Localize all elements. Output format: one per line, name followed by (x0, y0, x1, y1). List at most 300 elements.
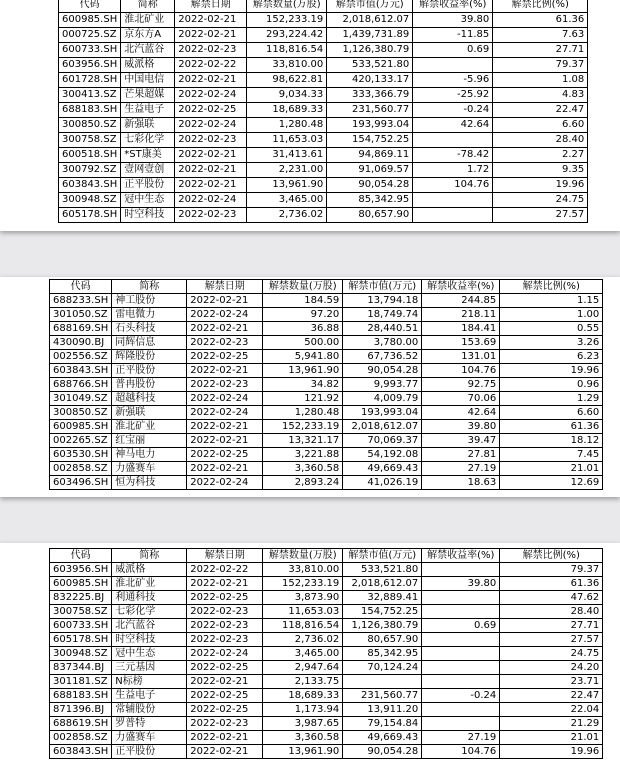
cell-unlock-shares: 293,224.42 (247, 28, 327, 43)
header-row (59, 0, 588, 13)
cell-date: 2022-02-25 (187, 448, 263, 462)
cell-unlock-value: 154,752.25 (343, 605, 422, 619)
cell-unlock-ratio: 0.55 (500, 322, 603, 336)
cell-date: 2022-02-21 (187, 745, 263, 759)
table-row (50, 448, 603, 462)
cell-code: 301181.SZ (50, 675, 112, 689)
cell-date: 2022-02-21 (187, 364, 263, 378)
cell-code: 688183.SH (59, 103, 121, 118)
cell-name: 冠中生态 (112, 647, 187, 661)
header-row (50, 280, 603, 294)
cell-code: 600985.SH (50, 577, 112, 591)
cell-name: 新强联 (121, 118, 175, 133)
table-row (50, 336, 603, 350)
cell-unlock-shares: 36.88 (263, 322, 343, 336)
cell-unlock-shares: 3,360.58 (263, 462, 343, 476)
cell-name: 七彩化学 (121, 133, 175, 148)
cell-unlock-ratio: 19.96 (500, 364, 603, 378)
cell-name: 神工股份 (112, 294, 187, 308)
header-name: 简称 (112, 280, 187, 294)
cell-unlock-return (422, 717, 500, 731)
table-row (50, 378, 603, 392)
cell-unlock-return: 39.80 (422, 420, 500, 434)
cell-date: 2022-02-21 (175, 148, 247, 163)
cell-unlock-ratio: 79.37 (493, 58, 588, 73)
cell-date: 2022-02-23 (187, 336, 263, 350)
table-row (50, 308, 603, 322)
table-row (50, 420, 603, 434)
cell-unlock-return (413, 193, 493, 208)
cell-unlock-ratio: 18.12 (500, 434, 603, 448)
cell-unlock-shares: 11,653.03 (263, 605, 343, 619)
cell-unlock-value: 1,126,380.79 (343, 619, 422, 633)
table-row (50, 647, 603, 661)
table-row (50, 619, 603, 633)
cell-name: 淮北矿业 (112, 577, 187, 591)
cell-code: 688183.SH (50, 689, 112, 703)
cell-unlock-return: 0.69 (422, 619, 500, 633)
cell-unlock-shares: 2,231.00 (247, 163, 327, 178)
cell-unlock-return (422, 563, 500, 577)
cell-unlock-value: 49,669.43 (343, 731, 422, 745)
cell-code: 300792.SZ (59, 163, 121, 178)
cell-unlock-ratio: 1.29 (500, 392, 603, 406)
cell-unlock-value: 67,736.52 (343, 350, 422, 364)
cell-unlock-return (422, 605, 500, 619)
cell-unlock-shares: 2,736.02 (247, 208, 327, 223)
cell-unlock-ratio: 28.40 (493, 133, 588, 148)
cell-code: 300850.SZ (50, 406, 112, 420)
cell-date: 2022-02-21 (175, 13, 247, 28)
unlock-table-2 (49, 279, 603, 490)
cell-unlock-ratio: 7.63 (493, 28, 588, 43)
cell-unlock-return: 39.47 (422, 434, 500, 448)
cell-unlock-ratio: 61.36 (500, 420, 603, 434)
cell-name: 威派格 (121, 58, 175, 73)
cell-unlock-return: 244.85 (422, 294, 500, 308)
cell-unlock-ratio: 47.62 (500, 591, 603, 605)
table-row (59, 148, 588, 163)
table-row (59, 193, 588, 208)
cell-unlock-ratio: 79.37 (500, 563, 603, 577)
cell-code: 002858.SZ (50, 731, 112, 745)
cell-name: *ST康美 (121, 148, 175, 163)
header-unlock-ratio: 解禁比例(%) (493, 0, 588, 13)
cell-unlock-shares: 118,816.54 (263, 619, 343, 633)
cell-unlock-ratio: 3.26 (500, 336, 603, 350)
cell-unlock-value: 41,026.19 (343, 476, 422, 490)
cell-unlock-value: 49,669.43 (343, 462, 422, 476)
cell-unlock-shares: 3,221.88 (263, 448, 343, 462)
cell-unlock-shares: 3,987.65 (263, 717, 343, 731)
cell-unlock-ratio: 61.36 (500, 577, 603, 591)
cell-unlock-value: 1,126,380.79 (327, 43, 413, 58)
cell-unlock-value: 91,069.57 (327, 163, 413, 178)
cell-unlock-value: 2,018,612.07 (327, 13, 413, 28)
cell-name: 正平股份 (112, 364, 187, 378)
table-row (50, 577, 603, 591)
cell-name: N标榜 (112, 675, 187, 689)
cell-code: 601728.SH (59, 73, 121, 88)
cell-unlock-return: -78.42 (413, 148, 493, 163)
cell-unlock-shares: 98,622.81 (247, 73, 327, 88)
cell-unlock-shares: 1,280.48 (263, 406, 343, 420)
cell-unlock-return (422, 703, 500, 717)
cell-date: 2022-02-25 (175, 103, 247, 118)
cell-unlock-return: 104.76 (413, 178, 493, 193)
cell-unlock-shares: 13,961.90 (263, 745, 343, 759)
cell-unlock-return (413, 208, 493, 223)
cell-code: 605178.SH (50, 633, 112, 647)
cell-unlock-ratio: 21.01 (500, 462, 603, 476)
cell-name: 冠中生态 (121, 193, 175, 208)
cell-date: 2022-02-21 (175, 163, 247, 178)
cell-code: 301049.SZ (50, 392, 112, 406)
cell-name: 雷电微力 (112, 308, 187, 322)
table-row (50, 294, 603, 308)
cell-unlock-shares: 18,689.33 (263, 689, 343, 703)
table-row (59, 208, 588, 223)
cell-date: 2022-02-24 (187, 406, 263, 420)
cell-unlock-shares: 3,873.90 (263, 591, 343, 605)
table-row (50, 745, 603, 759)
cell-name: 超越科技 (112, 392, 187, 406)
cell-unlock-value: 90,054.28 (327, 178, 413, 193)
cell-unlock-value: 80,657.90 (327, 208, 413, 223)
cell-unlock-value: 3,780.00 (343, 336, 422, 350)
cell-code: 300948.SZ (50, 647, 112, 661)
table-row (50, 633, 603, 647)
table-panel-2 (0, 277, 620, 497)
cell-name: 同辉信息 (112, 336, 187, 350)
cell-date: 2022-02-23 (187, 619, 263, 633)
header-date: 解禁日期 (187, 280, 263, 294)
cell-unlock-return: 184.41 (422, 322, 500, 336)
cell-date: 2022-02-22 (175, 58, 247, 73)
cell-date: 2022-02-24 (175, 88, 247, 103)
cell-unlock-value: 94,869.11 (327, 148, 413, 163)
cell-unlock-shares: 9,034.33 (247, 88, 327, 103)
cell-unlock-shares: 121.92 (263, 392, 343, 406)
cell-name: 淮北矿业 (112, 420, 187, 434)
cell-date: 2022-02-23 (187, 605, 263, 619)
cell-code: 002265.SZ (50, 434, 112, 448)
header-unlock-value: 解禁市值(万元) (343, 280, 422, 294)
cell-unlock-value: 2,018,612.07 (343, 420, 422, 434)
cell-code: 603843.SH (50, 364, 112, 378)
cell-unlock-ratio: 24.75 (500, 647, 603, 661)
cell-name: 七彩化学 (112, 605, 187, 619)
cell-date: 2022-02-24 (187, 392, 263, 406)
cell-unlock-value: 13,794.18 (343, 294, 422, 308)
cell-unlock-ratio: 27.57 (493, 208, 588, 223)
cell-unlock-return: 1.72 (413, 163, 493, 178)
cell-date: 2022-02-21 (175, 73, 247, 88)
cell-code: 600733.SH (50, 619, 112, 633)
cell-code: 688766.SH (50, 378, 112, 392)
cell-unlock-shares: 13,961.90 (263, 364, 343, 378)
cell-date: 2022-02-24 (187, 647, 263, 661)
cell-unlock-value: 533,521.80 (343, 563, 422, 577)
cell-unlock-shares: 33,810.00 (263, 563, 343, 577)
cell-name: 芒果超媒 (121, 88, 175, 103)
header-unlock-value: 解禁市值(万元) (327, 0, 413, 13)
cell-date: 2022-02-25 (187, 689, 263, 703)
cell-code: 600733.SH (59, 43, 121, 58)
cell-date: 2022-02-21 (187, 577, 263, 591)
table-panel-1 (0, 0, 620, 231)
cell-code: 603956.SH (50, 563, 112, 577)
cell-unlock-ratio: 19.96 (493, 178, 588, 193)
cell-unlock-ratio: 24.75 (493, 193, 588, 208)
table-row (59, 13, 588, 28)
cell-date: 2022-02-21 (175, 178, 247, 193)
cell-unlock-value: 193,993.04 (327, 118, 413, 133)
cell-unlock-return: -11.85 (413, 28, 493, 43)
cell-unlock-shares: 152,233.19 (263, 420, 343, 434)
cell-name: 时空科技 (121, 208, 175, 223)
table-row (50, 717, 603, 731)
cell-name: 普冉股份 (112, 378, 187, 392)
cell-code: 600518.SH (59, 148, 121, 163)
cell-unlock-value: 231,560.77 (343, 689, 422, 703)
cell-name: 北汽蓝谷 (112, 619, 187, 633)
cell-date: 2022-02-25 (187, 350, 263, 364)
cell-unlock-ratio: 22.47 (493, 103, 588, 118)
cell-name: 中国电信 (121, 73, 175, 88)
table-row (50, 462, 603, 476)
cell-date: 2022-02-24 (175, 118, 247, 133)
header-date: 解禁日期 (175, 0, 247, 13)
header-unlock-return: 解禁收益率(%) (422, 280, 500, 294)
cell-code: 002556.SZ (50, 350, 112, 364)
cell-code: 688233.SH (50, 294, 112, 308)
cell-unlock-return (422, 633, 500, 647)
cell-date: 2022-02-24 (187, 476, 263, 490)
cell-name: 京东方A (121, 28, 175, 43)
cell-name: 恒为科技 (112, 476, 187, 490)
cell-unlock-return: -0.24 (422, 689, 500, 703)
cell-unlock-shares: 3,465.00 (263, 647, 343, 661)
table-row (59, 133, 588, 148)
cell-date: 2022-02-25 (187, 661, 263, 675)
cell-name: 力盛赛车 (112, 731, 187, 745)
cell-date: 2022-02-25 (187, 703, 263, 717)
cell-unlock-value: 54,192.08 (343, 448, 422, 462)
cell-unlock-ratio: 4.83 (493, 88, 588, 103)
cell-name: 生益电子 (121, 103, 175, 118)
table-row (50, 406, 603, 420)
header-unlock-return: 解禁收益率(%) (413, 0, 493, 13)
cell-date: 2022-02-21 (187, 731, 263, 745)
cell-unlock-value (343, 675, 422, 689)
cell-unlock-ratio: 23.71 (500, 675, 603, 689)
cell-code: 603496.SH (50, 476, 112, 490)
cell-unlock-value: 1,439,731.89 (327, 28, 413, 43)
cell-unlock-ratio: 6.60 (493, 118, 588, 133)
cell-unlock-ratio: 22.04 (500, 703, 603, 717)
cell-name: 生益电子 (112, 689, 187, 703)
cell-unlock-value: 18,749.74 (343, 308, 422, 322)
cell-unlock-shares: 97.20 (263, 308, 343, 322)
cell-unlock-shares: 2,133.75 (263, 675, 343, 689)
cell-unlock-value: 333,366.79 (327, 88, 413, 103)
cell-unlock-return (422, 591, 500, 605)
cell-unlock-return: -25.92 (413, 88, 493, 103)
cell-name: 壹网壹创 (121, 163, 175, 178)
table-row (50, 731, 603, 745)
cell-date: 2022-02-22 (187, 563, 263, 577)
cell-unlock-shares: 2,947.64 (263, 661, 343, 675)
cell-code: 300948.SZ (59, 193, 121, 208)
cell-unlock-ratio: 1.08 (493, 73, 588, 88)
table-row (50, 322, 603, 336)
cell-unlock-value: 154,752.25 (327, 133, 413, 148)
cell-code: 300758.SZ (59, 133, 121, 148)
cell-code: 837344.BJ (50, 661, 112, 675)
cell-unlock-return: 39.80 (413, 13, 493, 28)
cell-unlock-value: 90,054.28 (343, 364, 422, 378)
cell-unlock-value: 32,889.41 (343, 591, 422, 605)
cell-unlock-value: 420,133.17 (327, 73, 413, 88)
header-code: 代码 (50, 549, 112, 563)
cell-unlock-return: 42.64 (413, 118, 493, 133)
header-unlock-ratio: 解禁比例(%) (500, 549, 603, 563)
cell-unlock-ratio: 24.20 (500, 661, 603, 675)
cell-date: 2022-02-24 (187, 308, 263, 322)
header-code: 代码 (59, 0, 121, 13)
cell-date: 2022-02-21 (187, 294, 263, 308)
cell-code: 832225.BJ (50, 591, 112, 605)
table-row (50, 350, 603, 364)
header-name: 简称 (121, 0, 175, 13)
cell-date: 2022-02-21 (187, 434, 263, 448)
cell-unlock-return: 27.19 (422, 731, 500, 745)
cell-unlock-ratio: 27.71 (500, 619, 603, 633)
header-unlock-shares: 解禁数量(万股) (263, 280, 343, 294)
cell-unlock-ratio: 0.96 (500, 378, 603, 392)
cell-code: 603956.SH (59, 58, 121, 73)
cell-unlock-value: 70,069.37 (343, 434, 422, 448)
cell-unlock-ratio: 27.57 (500, 633, 603, 647)
cell-unlock-ratio: 1.15 (500, 294, 603, 308)
cell-unlock-ratio: 2.27 (493, 148, 588, 163)
cell-unlock-shares: 2,736.02 (263, 633, 343, 647)
header-row (50, 549, 603, 563)
cell-date: 2022-02-21 (187, 420, 263, 434)
cell-code: 871396.BJ (50, 703, 112, 717)
cell-unlock-return (422, 647, 500, 661)
cell-name: 正平股份 (121, 178, 175, 193)
cell-unlock-value: 79,154.84 (343, 717, 422, 731)
cell-unlock-value: 4,009.79 (343, 392, 422, 406)
cell-unlock-value: 193,993.04 (343, 406, 422, 420)
header-unlock-shares: 解禁数量(万股) (247, 0, 327, 13)
cell-unlock-return: -0.24 (413, 103, 493, 118)
header-unlock-value: 解禁市值(万元) (343, 549, 422, 563)
cell-date: 2022-02-23 (175, 208, 247, 223)
cell-unlock-value: 28,440.51 (343, 322, 422, 336)
cell-unlock-return: 39.80 (422, 577, 500, 591)
cell-code: 300758.SZ (50, 605, 112, 619)
cell-date: 2022-02-23 (175, 43, 247, 58)
cell-code: 000725.SZ (59, 28, 121, 43)
cell-unlock-return (422, 675, 500, 689)
cell-unlock-shares: 33,810.00 (247, 58, 327, 73)
table-row (50, 703, 603, 717)
cell-unlock-ratio: 27.71 (493, 43, 588, 58)
cell-unlock-return: 18.63 (422, 476, 500, 490)
header-unlock-shares: 解禁数量(万股) (263, 549, 343, 563)
cell-name: 力盛赛车 (112, 462, 187, 476)
cell-code: 430090.BJ (50, 336, 112, 350)
cell-unlock-shares: 1,280.48 (247, 118, 327, 133)
table-row (50, 675, 603, 689)
cell-unlock-return (413, 58, 493, 73)
table-row (50, 689, 603, 703)
cell-date: 2022-02-23 (187, 378, 263, 392)
table-row (50, 661, 603, 675)
cell-code: 688169.SH (50, 322, 112, 336)
cell-unlock-ratio: 21.01 (500, 731, 603, 745)
cell-name: 淮北矿业 (121, 13, 175, 28)
cell-date: 2022-02-25 (187, 591, 263, 605)
cell-unlock-value: 533,521.80 (327, 58, 413, 73)
cell-date: 2022-02-23 (187, 717, 263, 731)
cell-name: 红宝丽 (112, 434, 187, 448)
table-row (59, 178, 588, 193)
cell-unlock-shares: 13,321.17 (263, 434, 343, 448)
cell-unlock-return: 92.75 (422, 378, 500, 392)
cell-unlock-ratio: 61.36 (493, 13, 588, 28)
table-row (59, 43, 588, 58)
cell-name: 辉隆股份 (112, 350, 187, 364)
cell-name: 罗普特 (112, 717, 187, 731)
cell-unlock-return: 70.06 (422, 392, 500, 406)
cell-code: 603530.SH (50, 448, 112, 462)
cell-date: 2022-02-21 (187, 322, 263, 336)
cell-unlock-shares: 1,173.94 (263, 703, 343, 717)
cell-unlock-shares: 3,465.00 (247, 193, 327, 208)
cell-unlock-shares: 2,893.24 (263, 476, 343, 490)
cell-unlock-shares: 31,413.61 (247, 148, 327, 163)
cell-unlock-shares: 18,689.33 (247, 103, 327, 118)
cell-name: 威派格 (112, 563, 187, 577)
cell-unlock-value: 9,993.77 (343, 378, 422, 392)
cell-unlock-ratio: 12.69 (500, 476, 603, 490)
table-row (59, 73, 588, 88)
table-panel-3 (0, 543, 620, 762)
cell-unlock-shares: 152,233.19 (263, 577, 343, 591)
cell-name: 石头科技 (112, 322, 187, 336)
cell-unlock-return (413, 133, 493, 148)
cell-unlock-shares: 152,233.19 (247, 13, 327, 28)
cell-unlock-shares: 13,961.90 (247, 178, 327, 193)
cell-date: 2022-02-21 (187, 675, 263, 689)
cell-unlock-return: 0.69 (413, 43, 493, 58)
cell-code: 300850.SZ (59, 118, 121, 133)
table-row (59, 88, 588, 103)
cell-unlock-shares: 184.59 (263, 294, 343, 308)
cell-unlock-return: 27.19 (422, 462, 500, 476)
cell-date: 2022-02-23 (187, 633, 263, 647)
cell-name: 神马电力 (112, 448, 187, 462)
table-row (50, 563, 603, 577)
cell-date: 2022-02-24 (175, 193, 247, 208)
cell-unlock-return (422, 661, 500, 675)
cell-unlock-value: 85,342.95 (327, 193, 413, 208)
cell-unlock-value: 231,560.77 (327, 103, 413, 118)
